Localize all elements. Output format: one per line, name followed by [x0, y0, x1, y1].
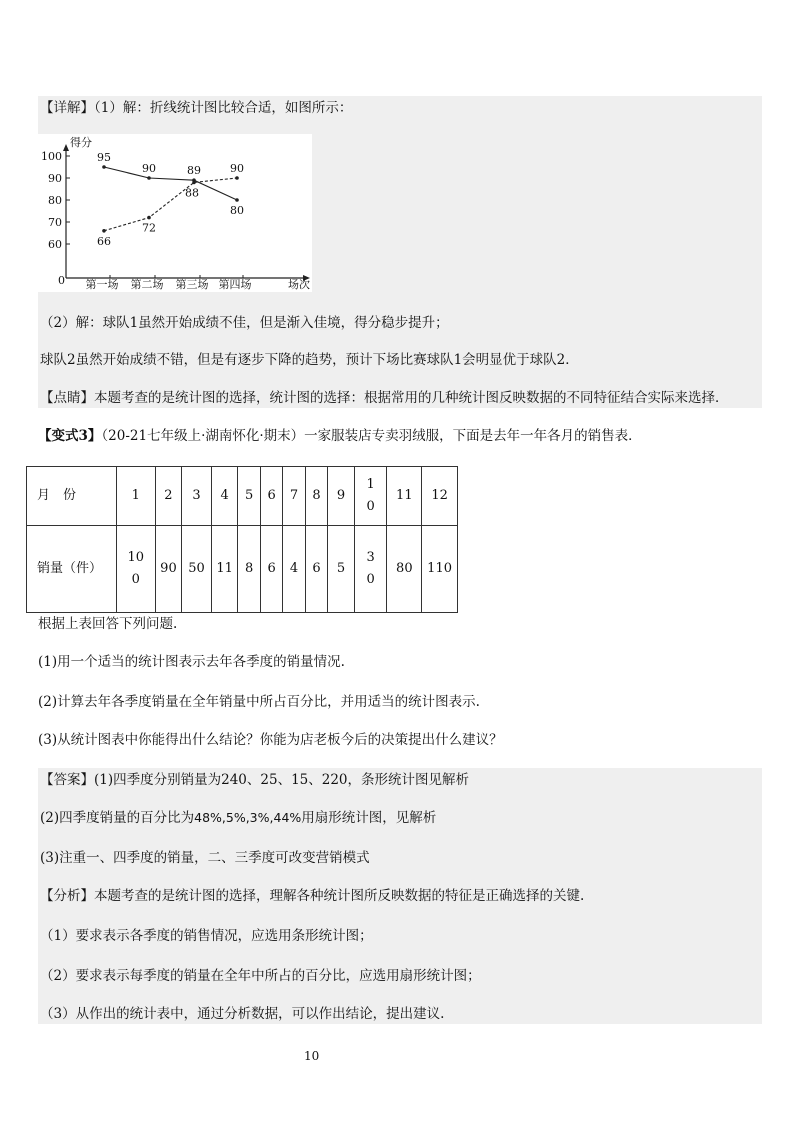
- data-label: 90: [230, 162, 244, 175]
- month-cell: 5: [238, 467, 260, 526]
- month-cell: 12: [422, 467, 458, 526]
- answer-3: (3)注重一、四季度的销量，二、三季度可改变营销模式: [40, 850, 370, 866]
- sales-cell: 10 0: [116, 526, 155, 613]
- sales-cell: 6: [260, 526, 282, 613]
- table-row: [27, 467, 458, 526]
- data-point: [147, 176, 151, 180]
- table-header-month: 月 份: [27, 467, 117, 526]
- y-tick-label: 60: [48, 238, 62, 251]
- data-label: 95: [97, 151, 111, 164]
- x-tick-label: 第三场: [175, 278, 209, 291]
- month-cell: 3: [182, 467, 212, 526]
- data-point: [235, 198, 239, 202]
- answer-2-prefix: (2)四季度销量的百分比为: [40, 810, 195, 826]
- y-tick-label: 70: [48, 216, 62, 229]
- month-cell: 11: [387, 467, 422, 526]
- month-cell: 4: [211, 467, 238, 526]
- data-label: 88: [185, 186, 199, 200]
- analysis-1: （1）要求表示各季度的销售情况，应选用条形统计图；: [40, 928, 373, 944]
- data-label: 80: [230, 204, 244, 217]
- data-point: [102, 165, 106, 169]
- origin-label: 0: [58, 274, 65, 287]
- sales-cell: 5: [328, 526, 355, 613]
- answer-2-percentages: 48%,5%,3%,44%: [194, 810, 302, 825]
- x-tick-label: 第二场: [130, 278, 164, 291]
- analysis-3: （3）从作出的统计表中，通过分析数据，可以作出结论，提出建议.: [40, 1006, 445, 1022]
- data-label: 66: [97, 234, 111, 248]
- data-label: 90: [142, 162, 156, 175]
- variant-intro: （20-21七年级上·湖南怀化·期末）一家服装店专卖羽绒服，下面是去年一年各月的销售表．: [101, 428, 642, 444]
- line-chart: [38, 134, 312, 292]
- series-line-dashed: [104, 178, 237, 231]
- sales-cell: 11: [211, 526, 238, 613]
- y-axis-arrow: [63, 144, 69, 151]
- question-3: (3)从统计图表中你能得出什么结论？你能为店老板今后的决策提出什么建议？: [38, 732, 503, 748]
- y-tick-label: 90: [48, 172, 62, 185]
- analysis-2: （2）要求表示每季度的销量在全年中所占的百分比，应选用扇形统计图；: [40, 968, 481, 984]
- table-row: [27, 526, 458, 613]
- month-cell: 6: [260, 467, 282, 526]
- variant-title: 【变式3】: [38, 428, 102, 444]
- data-label: 89: [187, 164, 201, 178]
- analysis-intro: 【分析】本题考查的是统计图的选择，理解各种统计图所反映数据的特征是正确选择的关键.: [40, 888, 585, 904]
- data-point: [192, 181, 196, 185]
- y-tick-label: 100: [41, 150, 62, 163]
- month-cell: 7: [283, 467, 305, 526]
- sales-cell: 80: [387, 526, 422, 613]
- y-axis-label: 得分: [70, 136, 92, 149]
- sales-cell: 3 0: [354, 526, 387, 613]
- sales-cell: 110: [422, 526, 458, 613]
- detail-comment: 【点睛】本题考查的是统计图的选择，统计图的选择：根据常用的几种统计图反映数据的不同特征结合实际来选择．: [40, 390, 729, 406]
- sales-cell: 6: [305, 526, 327, 613]
- sales-cell: 4: [283, 526, 305, 613]
- detail-part2-line1: （2）解：球队1虽然开始成绩不佳，但是渐入佳境，得分稳步提升；: [40, 315, 449, 331]
- sales-cell: 8: [238, 526, 260, 613]
- answer-2-suffix: 用扇形统计图，见解析: [301, 810, 437, 826]
- y-tick-label: 80: [48, 194, 62, 207]
- month-cell: 2: [155, 467, 182, 526]
- page-number: 10: [304, 1049, 320, 1063]
- data-point: [102, 229, 106, 233]
- series-line-solid: [104, 167, 237, 200]
- question-1: (1)用一个适当的统计图表示去年各季度的销量情况.: [38, 654, 345, 670]
- sales-table: [26, 466, 458, 613]
- x-tick-label: 第四场: [218, 278, 252, 291]
- x-tick-label: 第一场: [85, 278, 119, 291]
- questions-lead: 根据上表回答下列问题.: [38, 616, 178, 632]
- question-2: (2)计算去年各季度销量在全年销量中所占百分比，并用适当的统计图表示.: [38, 694, 480, 710]
- month-cell: 1 0: [354, 467, 387, 526]
- data-point: [235, 176, 239, 180]
- table-header-sales: 销量（件）: [27, 526, 117, 613]
- detail-header: 【详解】（1）解：折线统计图比较合适，如图所示：: [40, 100, 353, 116]
- answer-1: 【答案】(1)四季度分别销量为240、25、15、220，条形统计图见解析: [40, 772, 470, 788]
- variant-line: [38, 426, 642, 446]
- sales-cell: 50: [182, 526, 212, 613]
- month-cell: 1: [116, 467, 155, 526]
- data-label: 72: [142, 221, 156, 235]
- month-cell: 9: [328, 467, 355, 526]
- data-point: [147, 216, 151, 220]
- month-cell: 8: [305, 467, 327, 526]
- answer-2: [40, 808, 436, 828]
- x-axis-label: 场次: [288, 278, 310, 291]
- sales-cell: 90: [155, 526, 182, 613]
- detail-part2-line2: 球队2虽然开始成绩不错，但是有逐步下降的趋势，预计下场比赛球队1会明显优于球队2．: [40, 352, 579, 368]
